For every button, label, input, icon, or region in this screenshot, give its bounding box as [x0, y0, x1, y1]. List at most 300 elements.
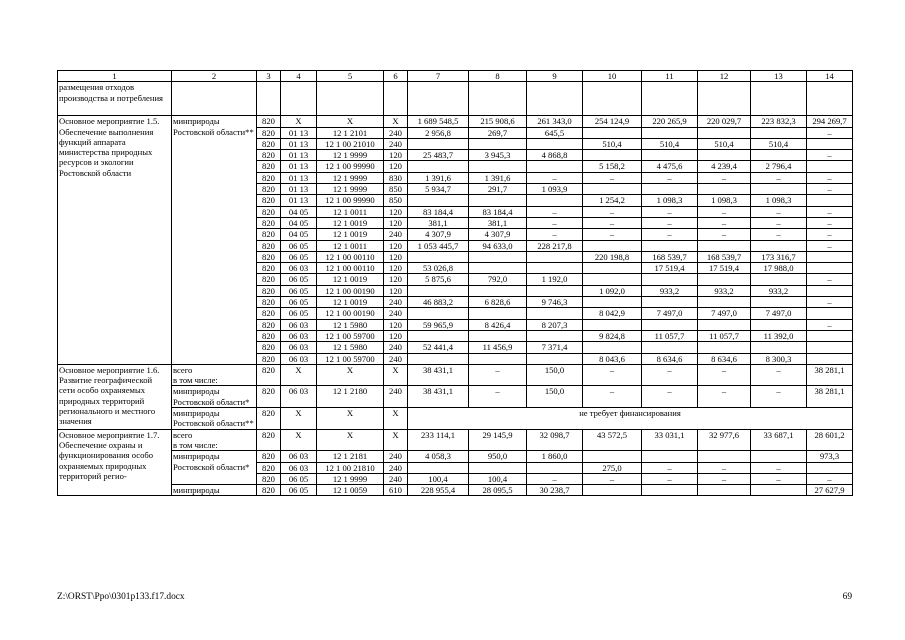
table-cell: 100,4 [408, 473, 469, 484]
table-cell [698, 451, 751, 462]
table-cell: 17 988,0 [751, 263, 807, 274]
table-cell: 610 [384, 485, 408, 496]
table-cell: 240 [384, 308, 408, 319]
table-cell: 820 [257, 138, 281, 149]
table-cell: 820 [257, 342, 281, 353]
table-cell: 645,5 [527, 127, 583, 138]
table-cell [807, 161, 853, 172]
table-cell: 220 265,9 [642, 116, 698, 127]
table-cell: 820 [257, 217, 281, 228]
table-cell: 240 [384, 462, 408, 473]
table-cell: X [384, 116, 408, 127]
table-cell: – [751, 473, 807, 484]
table-cell: 12 1 00 99990 [317, 161, 384, 172]
table-cell: 820 [257, 408, 281, 430]
table-cell: 2 796,4 [751, 161, 807, 172]
table-cell: 4 307,9 [469, 229, 527, 240]
table-cell [698, 342, 751, 353]
table-cell [583, 127, 642, 138]
table-cell: 820 [257, 263, 281, 274]
table-cell: 291,7 [469, 184, 527, 195]
table-cell: 120 [384, 285, 408, 296]
table-cell: – [698, 172, 751, 183]
table-cell: 8 300,3 [751, 353, 807, 364]
table-cell: 120 [384, 274, 408, 285]
table-cell: – [807, 473, 853, 484]
table-cell: – [698, 364, 751, 386]
table-cell [583, 319, 642, 330]
table-cell: 820 [257, 195, 281, 206]
table-cell: – [527, 217, 583, 228]
table-cell: 220 198,8 [583, 251, 642, 262]
table-cell: 240 [384, 138, 408, 149]
table-cell: 275,0 [583, 462, 642, 473]
executor-cell: минприроды Ростовской области** [172, 116, 257, 365]
table-cell: – [583, 172, 642, 183]
table-cell: – [469, 386, 527, 408]
table-cell: 7 497,0 [751, 308, 807, 319]
table-cell [469, 138, 527, 149]
table-cell [751, 297, 807, 308]
table-cell: 06 05 [281, 251, 317, 262]
table-cell: 38 281,1 [807, 364, 853, 386]
table-cell: 12 1 9999 [317, 473, 384, 484]
table-cell: 820 [257, 150, 281, 161]
table-cell [751, 184, 807, 195]
table-cell: – [642, 229, 698, 240]
table-cell: 52 441,4 [408, 342, 469, 353]
table-cell: 223 832,3 [751, 116, 807, 127]
table-cell: 150,0 [527, 364, 583, 386]
table-cell: 06 05 [281, 485, 317, 496]
table-cell: 94 633,0 [469, 240, 527, 251]
table-cell: 1 098,3 [642, 195, 698, 206]
header-cell: 4 [281, 71, 317, 82]
table-cell: 820 [257, 308, 281, 319]
table-cell: 120 [384, 217, 408, 228]
table-cell [751, 485, 807, 496]
table-cell: X [317, 408, 384, 430]
table-cell: 17 519,4 [642, 263, 698, 274]
table-cell: – [583, 206, 642, 217]
table-cell: 820 [257, 285, 281, 296]
table-cell: – [807, 240, 853, 251]
table-cell: 120 [384, 319, 408, 330]
table-cell [642, 127, 698, 138]
table-cell: 830 [384, 172, 408, 183]
table-cell: 33 687,1 [751, 429, 807, 451]
table-cell: 12 1 00 21810 [317, 462, 384, 473]
table-cell [408, 330, 469, 341]
table-cell [698, 297, 751, 308]
table-cell: 83 184,4 [408, 206, 469, 217]
table-cell: 240 [384, 353, 408, 364]
table-cell: 820 [257, 462, 281, 473]
table-cell [698, 184, 751, 195]
incl-label: в том числе: [173, 375, 218, 386]
table-cell [527, 330, 583, 341]
table-row [58, 485, 853, 496]
table-cell: 933,2 [642, 285, 698, 296]
table-cell [751, 274, 807, 285]
table-cell: 510,4 [751, 138, 807, 149]
table-cell [469, 353, 527, 364]
table-cell: 850 [384, 184, 408, 195]
table-cell: 240 [384, 451, 408, 462]
table-cell: 12 1 2101 [317, 127, 384, 138]
table-cell: 12 1 0019 [317, 217, 384, 228]
table-cell: – [807, 150, 853, 161]
header-cell: 9 [527, 71, 583, 82]
table-cell: 168 539,7 [642, 251, 698, 262]
table-cell [698, 274, 751, 285]
table-cell: 820 [257, 184, 281, 195]
table-cell: 240 [384, 127, 408, 138]
table-row [58, 408, 853, 430]
table-cell [583, 150, 642, 161]
executor-cell: минприроды [172, 485, 257, 496]
executor-cell: минприроды Ростовской области* [172, 451, 257, 485]
table-cell: – [751, 386, 807, 408]
table-cell [807, 353, 853, 364]
table-cell: 215 908,6 [469, 116, 527, 127]
table-cell [807, 263, 853, 274]
table-cell: 12 1 00 59700 [317, 330, 384, 341]
table-cell [751, 127, 807, 138]
table-cell: 1 092,0 [583, 285, 642, 296]
table-cell: 820 [257, 172, 281, 183]
table-cell: 240 [384, 297, 408, 308]
table-cell: – [527, 172, 583, 183]
table-cell: 06 05 [281, 285, 317, 296]
table-cell: 11 057,7 [642, 330, 698, 341]
table-cell [469, 251, 527, 262]
table-cell: 01 13 [281, 195, 317, 206]
header-cell: 3 [257, 71, 281, 82]
table-cell: 28 601,2 [807, 429, 853, 451]
table-cell: 294 269,7 [807, 116, 853, 127]
no-funding-note: не требует финансирования [408, 408, 853, 430]
table-cell: 59 965,9 [408, 319, 469, 330]
table-cell: 32 098,7 [527, 429, 583, 451]
table-cell [698, 127, 751, 138]
table-cell: – [807, 184, 853, 195]
executor-cell: минприроды Ростовской области** [172, 408, 257, 430]
table-cell: – [807, 274, 853, 285]
activity-cell: Основное мероприятие 1.6. Развитие географической сети особо охраняемых природных территорий регионального и местного значения [58, 364, 172, 429]
table-cell [807, 285, 853, 296]
table-cell [527, 353, 583, 364]
table-cell: – [751, 217, 807, 228]
table-cell [469, 462, 527, 473]
budget-table [57, 70, 853, 496]
table-cell: 120 [384, 150, 408, 161]
table-cell: 01 13 [281, 138, 317, 149]
table-cell: 12 1 9999 [317, 172, 384, 183]
carryover-row [58, 82, 853, 116]
table-cell [583, 485, 642, 496]
header-cell: 11 [642, 71, 698, 82]
table-cell: 53 026,8 [408, 263, 469, 274]
table-cell [642, 342, 698, 353]
table-cell: 220 029,7 [698, 116, 751, 127]
table-cell: 5 158,2 [583, 161, 642, 172]
table-cell [408, 161, 469, 172]
table-cell: 01 13 [281, 172, 317, 183]
table-cell: – [527, 229, 583, 240]
table-cell [408, 251, 469, 262]
table-cell: 4 239,4 [698, 161, 751, 172]
table-cell: 820 [257, 353, 281, 364]
activity-cell: размещения отходов производства и потребления [58, 82, 172, 116]
table-cell: 06 03 [281, 353, 317, 364]
table-cell [527, 161, 583, 172]
incl-label: в том числе: [173, 439, 218, 450]
table-cell [527, 285, 583, 296]
table-cell [807, 330, 853, 341]
header-cell: 10 [583, 71, 642, 82]
table-cell [642, 184, 698, 195]
header-cell: 14 [807, 71, 853, 82]
table-cell [469, 308, 527, 319]
table-cell: 8 042,9 [583, 308, 642, 319]
table-cell: 950,0 [469, 451, 527, 462]
table-cell: 240 [384, 473, 408, 484]
table-cell [527, 308, 583, 319]
table-cell: 04 05 [281, 206, 317, 217]
table-cell: 5 875,6 [408, 274, 469, 285]
table-cell: – [527, 206, 583, 217]
table-cell [642, 319, 698, 330]
table-cell: – [583, 217, 642, 228]
table-cell: – [807, 297, 853, 308]
executor-cell [172, 364, 257, 386]
table-cell [807, 251, 853, 262]
table-cell: 240 [384, 342, 408, 353]
table-cell: 240 [384, 229, 408, 240]
table-cell: 5 934,7 [408, 184, 469, 195]
table-cell: 06 03 [281, 451, 317, 462]
table-cell: – [751, 206, 807, 217]
table-cell: 381,1 [408, 217, 469, 228]
table-cell: – [807, 229, 853, 240]
table-cell [408, 195, 469, 206]
table-cell: X [384, 364, 408, 386]
table-cell: 12 1 0019 [317, 229, 384, 240]
table-cell: 06 03 [281, 319, 317, 330]
header-cell: 8 [469, 71, 527, 82]
table-cell [642, 485, 698, 496]
table-cell: 2 956,8 [408, 127, 469, 138]
header-cell: 1 [58, 71, 172, 82]
table-cell: 12 1 0019 [317, 274, 384, 285]
table-cell: X [317, 116, 384, 127]
table-cell: 29 145,9 [469, 429, 527, 451]
table-cell: 820 [257, 386, 281, 408]
table-cell [583, 240, 642, 251]
table-cell: 01 13 [281, 161, 317, 172]
table-cell [408, 285, 469, 296]
table-cell [469, 195, 527, 206]
table-cell: 12 1 00 00190 [317, 285, 384, 296]
table-cell: 120 [384, 161, 408, 172]
table-cell [642, 240, 698, 251]
table-cell: 510,4 [698, 138, 751, 149]
table-cell: 38 281,1 [807, 386, 853, 408]
table-cell: 12 1 0019 [317, 297, 384, 308]
table-cell [642, 150, 698, 161]
table-cell: – [751, 462, 807, 473]
table-cell [698, 240, 751, 251]
table-cell: – [698, 386, 751, 408]
table-cell: – [751, 229, 807, 240]
table-cell [642, 274, 698, 285]
table-cell: 973,3 [807, 451, 853, 462]
total-label: всего [173, 429, 193, 440]
footer-file-path: Z:\ORST\Ppo\0301p133.f17.docx [57, 592, 185, 602]
table-cell: 1 689 548,5 [408, 116, 469, 127]
table-cell: – [583, 364, 642, 386]
table-cell: 01 13 [281, 184, 317, 195]
table-cell [527, 251, 583, 262]
table-cell [807, 308, 853, 319]
table-cell: 820 [257, 330, 281, 341]
table-cell: 150,0 [527, 386, 583, 408]
table-cell [408, 462, 469, 473]
table-cell: 4 307,9 [408, 229, 469, 240]
table-cell [751, 240, 807, 251]
budget-table-page [57, 70, 852, 496]
table-cell: 12 1 2181 [317, 451, 384, 462]
table-cell [527, 195, 583, 206]
table-cell: 4 058,3 [408, 451, 469, 462]
table-cell: X [384, 408, 408, 430]
table-cell: 28 095,5 [469, 485, 527, 496]
table-cell: 25 483,7 [408, 150, 469, 161]
table-cell: 12 1 00 00110 [317, 251, 384, 262]
table-cell: 120 [384, 251, 408, 262]
table-cell: 12 1 0011 [317, 206, 384, 217]
table-cell: 27 627,9 [807, 485, 853, 496]
table-cell: – [583, 229, 642, 240]
table-cell: 850 [384, 195, 408, 206]
table-cell: 06 05 [281, 297, 317, 308]
header-cell: 6 [384, 71, 408, 82]
table-cell: 7 497,0 [698, 308, 751, 319]
table-cell: 820 [257, 116, 281, 127]
table-cell: 261 343,0 [527, 116, 583, 127]
activity-cell: Основное мероприятие 1.5. Обеспечение выполнения функций аппарата министерства природных ресурсов и экологии Ростовской области [58, 116, 172, 365]
table-cell: 38 431,1 [408, 364, 469, 386]
executor-cell [172, 429, 257, 451]
table-cell [469, 263, 527, 274]
table-cell: – [751, 364, 807, 386]
table-cell: 06 05 [281, 473, 317, 484]
table-cell: – [642, 473, 698, 484]
table-cell: 4 868,8 [527, 150, 583, 161]
table-cell: 1 860,0 [527, 451, 583, 462]
table-cell [751, 319, 807, 330]
table-cell: 120 [384, 240, 408, 251]
table-cell [807, 342, 853, 353]
table-cell: – [642, 206, 698, 217]
table-cell: 820 [257, 251, 281, 262]
table-cell: 06 03 [281, 386, 317, 408]
table-cell: 12 1 00 00110 [317, 263, 384, 274]
table-cell: 12 1 00 00190 [317, 308, 384, 319]
table-cell [469, 161, 527, 172]
table-cell: 06 05 [281, 308, 317, 319]
table-cell: 06 03 [281, 462, 317, 473]
table-cell: 233 114,1 [408, 429, 469, 451]
table-cell: 120 [384, 263, 408, 274]
table-cell: 1 254,2 [583, 195, 642, 206]
table-cell: 04 05 [281, 229, 317, 240]
table-cell [807, 138, 853, 149]
table-cell: 1 192,0 [527, 274, 583, 285]
table-cell: 12 1 0011 [317, 240, 384, 251]
table-cell: 1 098,3 [698, 195, 751, 206]
table-cell: – [807, 172, 853, 183]
table-cell [469, 330, 527, 341]
header-cell: 5 [317, 71, 384, 82]
table-cell [583, 451, 642, 462]
table-cell: 820 [257, 127, 281, 138]
table-cell: 9 746,3 [527, 297, 583, 308]
table-cell: 12 1 9999 [317, 150, 384, 161]
table-cell: X [281, 408, 317, 430]
table-cell: 8 634,6 [642, 353, 698, 364]
table-cell: – [698, 473, 751, 484]
table-cell: 3 945,3 [469, 150, 527, 161]
table-cell: – [807, 217, 853, 228]
table-cell: 820 [257, 319, 281, 330]
table-cell: 7 371,4 [527, 342, 583, 353]
table-cell: 1 391,6 [469, 172, 527, 183]
table-cell [751, 342, 807, 353]
table-row [58, 451, 853, 462]
table-cell: 43 572,5 [583, 429, 642, 451]
header-cell: 13 [751, 71, 807, 82]
table-cell: 30 238,7 [527, 485, 583, 496]
table-cell: 8 426,4 [469, 319, 527, 330]
table-cell: 510,4 [642, 138, 698, 149]
table-cell: X [384, 429, 408, 451]
table-cell: 820 [257, 297, 281, 308]
table-cell: – [698, 462, 751, 473]
table-row [58, 386, 853, 408]
table-cell [642, 297, 698, 308]
table-cell: 06 05 [281, 240, 317, 251]
table-cell: 46 883,2 [408, 297, 469, 308]
table-cell [408, 138, 469, 149]
table-cell: 820 [257, 240, 281, 251]
table-cell: 820 [257, 229, 281, 240]
table-cell [583, 342, 642, 353]
table-row [58, 364, 853, 386]
table-cell: – [642, 386, 698, 408]
table-cell [408, 353, 469, 364]
table-cell: 820 [257, 429, 281, 451]
table-cell [469, 285, 527, 296]
activity-cell: Основное мероприятие 1.7. Обеспечение охраны и функционирования особо охраняемых природных территорий регио- [58, 429, 172, 496]
table-cell [583, 274, 642, 285]
table-cell: 06 03 [281, 263, 317, 274]
table-row [58, 429, 853, 451]
table-cell: 1 093,9 [527, 184, 583, 195]
table-cell: 173 316,7 [751, 251, 807, 262]
table-cell [527, 138, 583, 149]
